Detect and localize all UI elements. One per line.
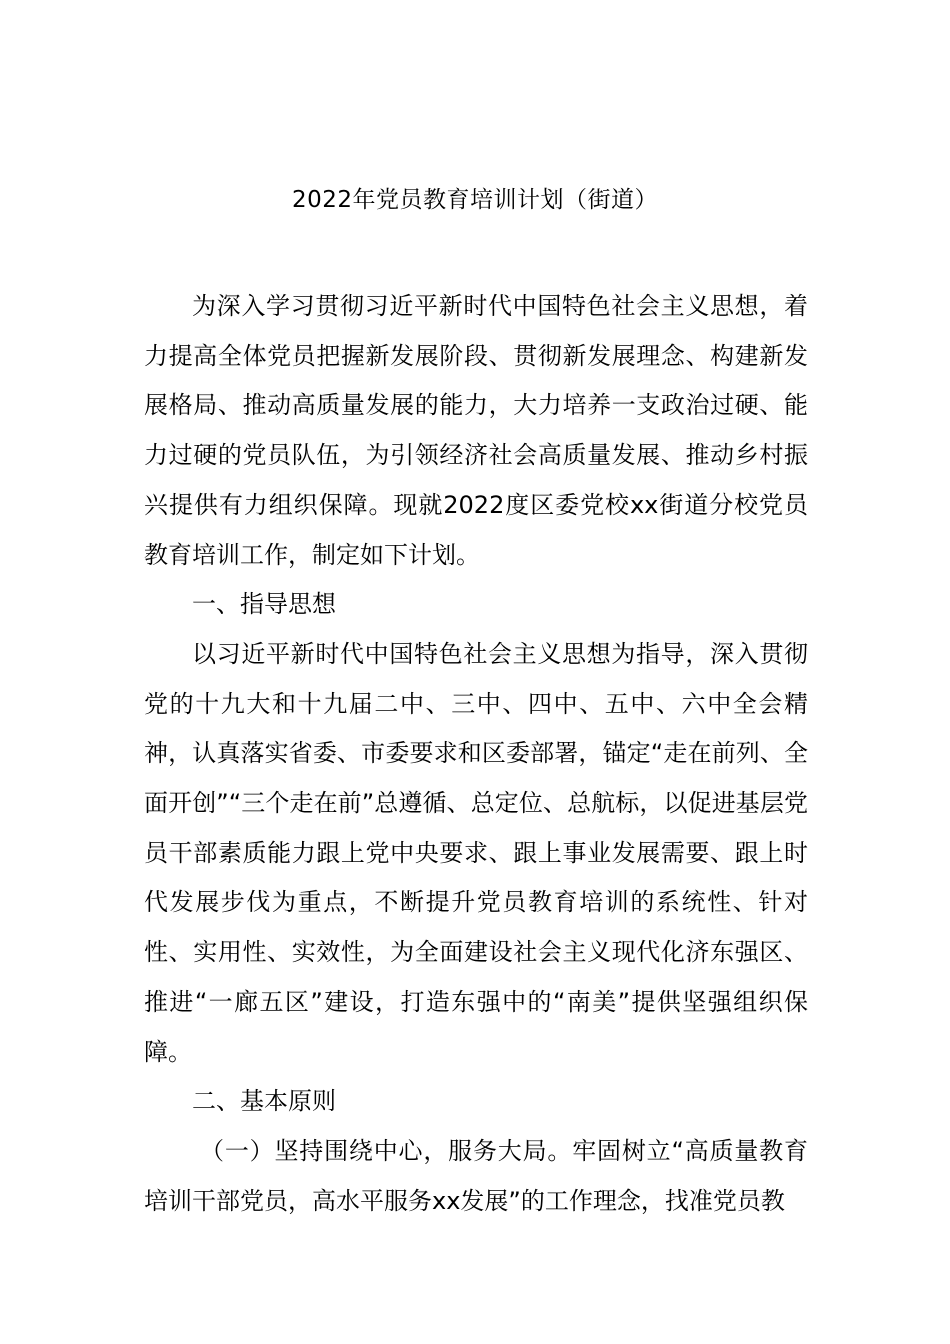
guiding-thought-paragraph: 以习近平新时代中国特色社会主义思想为指导，深入贯彻党的十九大和十九届二中、三中、四中、五中、六中全会精神，认真落实省委、市委要求和区委部署，锚定“走在前列、全面开创”“三个走在前”总遵循、总定位、总航标，以促进基层党员干部素质能力跟上党中央要求、跟上事业发展需要、跟上时代发展步伐为重点，不断提升党员教育培训的系统性、针对性、实用性、实效性，为全面建设社会主义现代化济东强区、推进“一廊五区”建设，打造东强中的“南美”提供坚强组织保障。 — [144, 639, 808, 1066]
intro-paragraph: 为深入学习贯彻习近平新时代中国特色社会主义思想，着力提高全体党员把握新发展阶段、贯彻新发展理念、构建新发展格局、推动高质量发展的能力，大力培养一支政治过硬、能力过硬的党员队伍，为引领经济社会高质量发展、推动乡村振兴提供有力组织保障。现就2022度区委党校xx街道分校党员教育培训工作，制定如下计划。 — [144, 292, 808, 569]
document-body — [144, 282, 808, 1226]
document-title: 2022年党员教育培训计划（街道） — [291, 187, 659, 213]
principle-one-paragraph: （一）坚持围绕中心，服务大局。牢固树立“高质量教育培训干部党员，高水平服务xx发展”的工作理念，找准党员教 — [144, 1136, 808, 1215]
section-heading-basic-principles: 二、基本原则 — [192, 1087, 336, 1116]
section-heading-guiding-thought: 一、指导思想 — [192, 590, 336, 619]
